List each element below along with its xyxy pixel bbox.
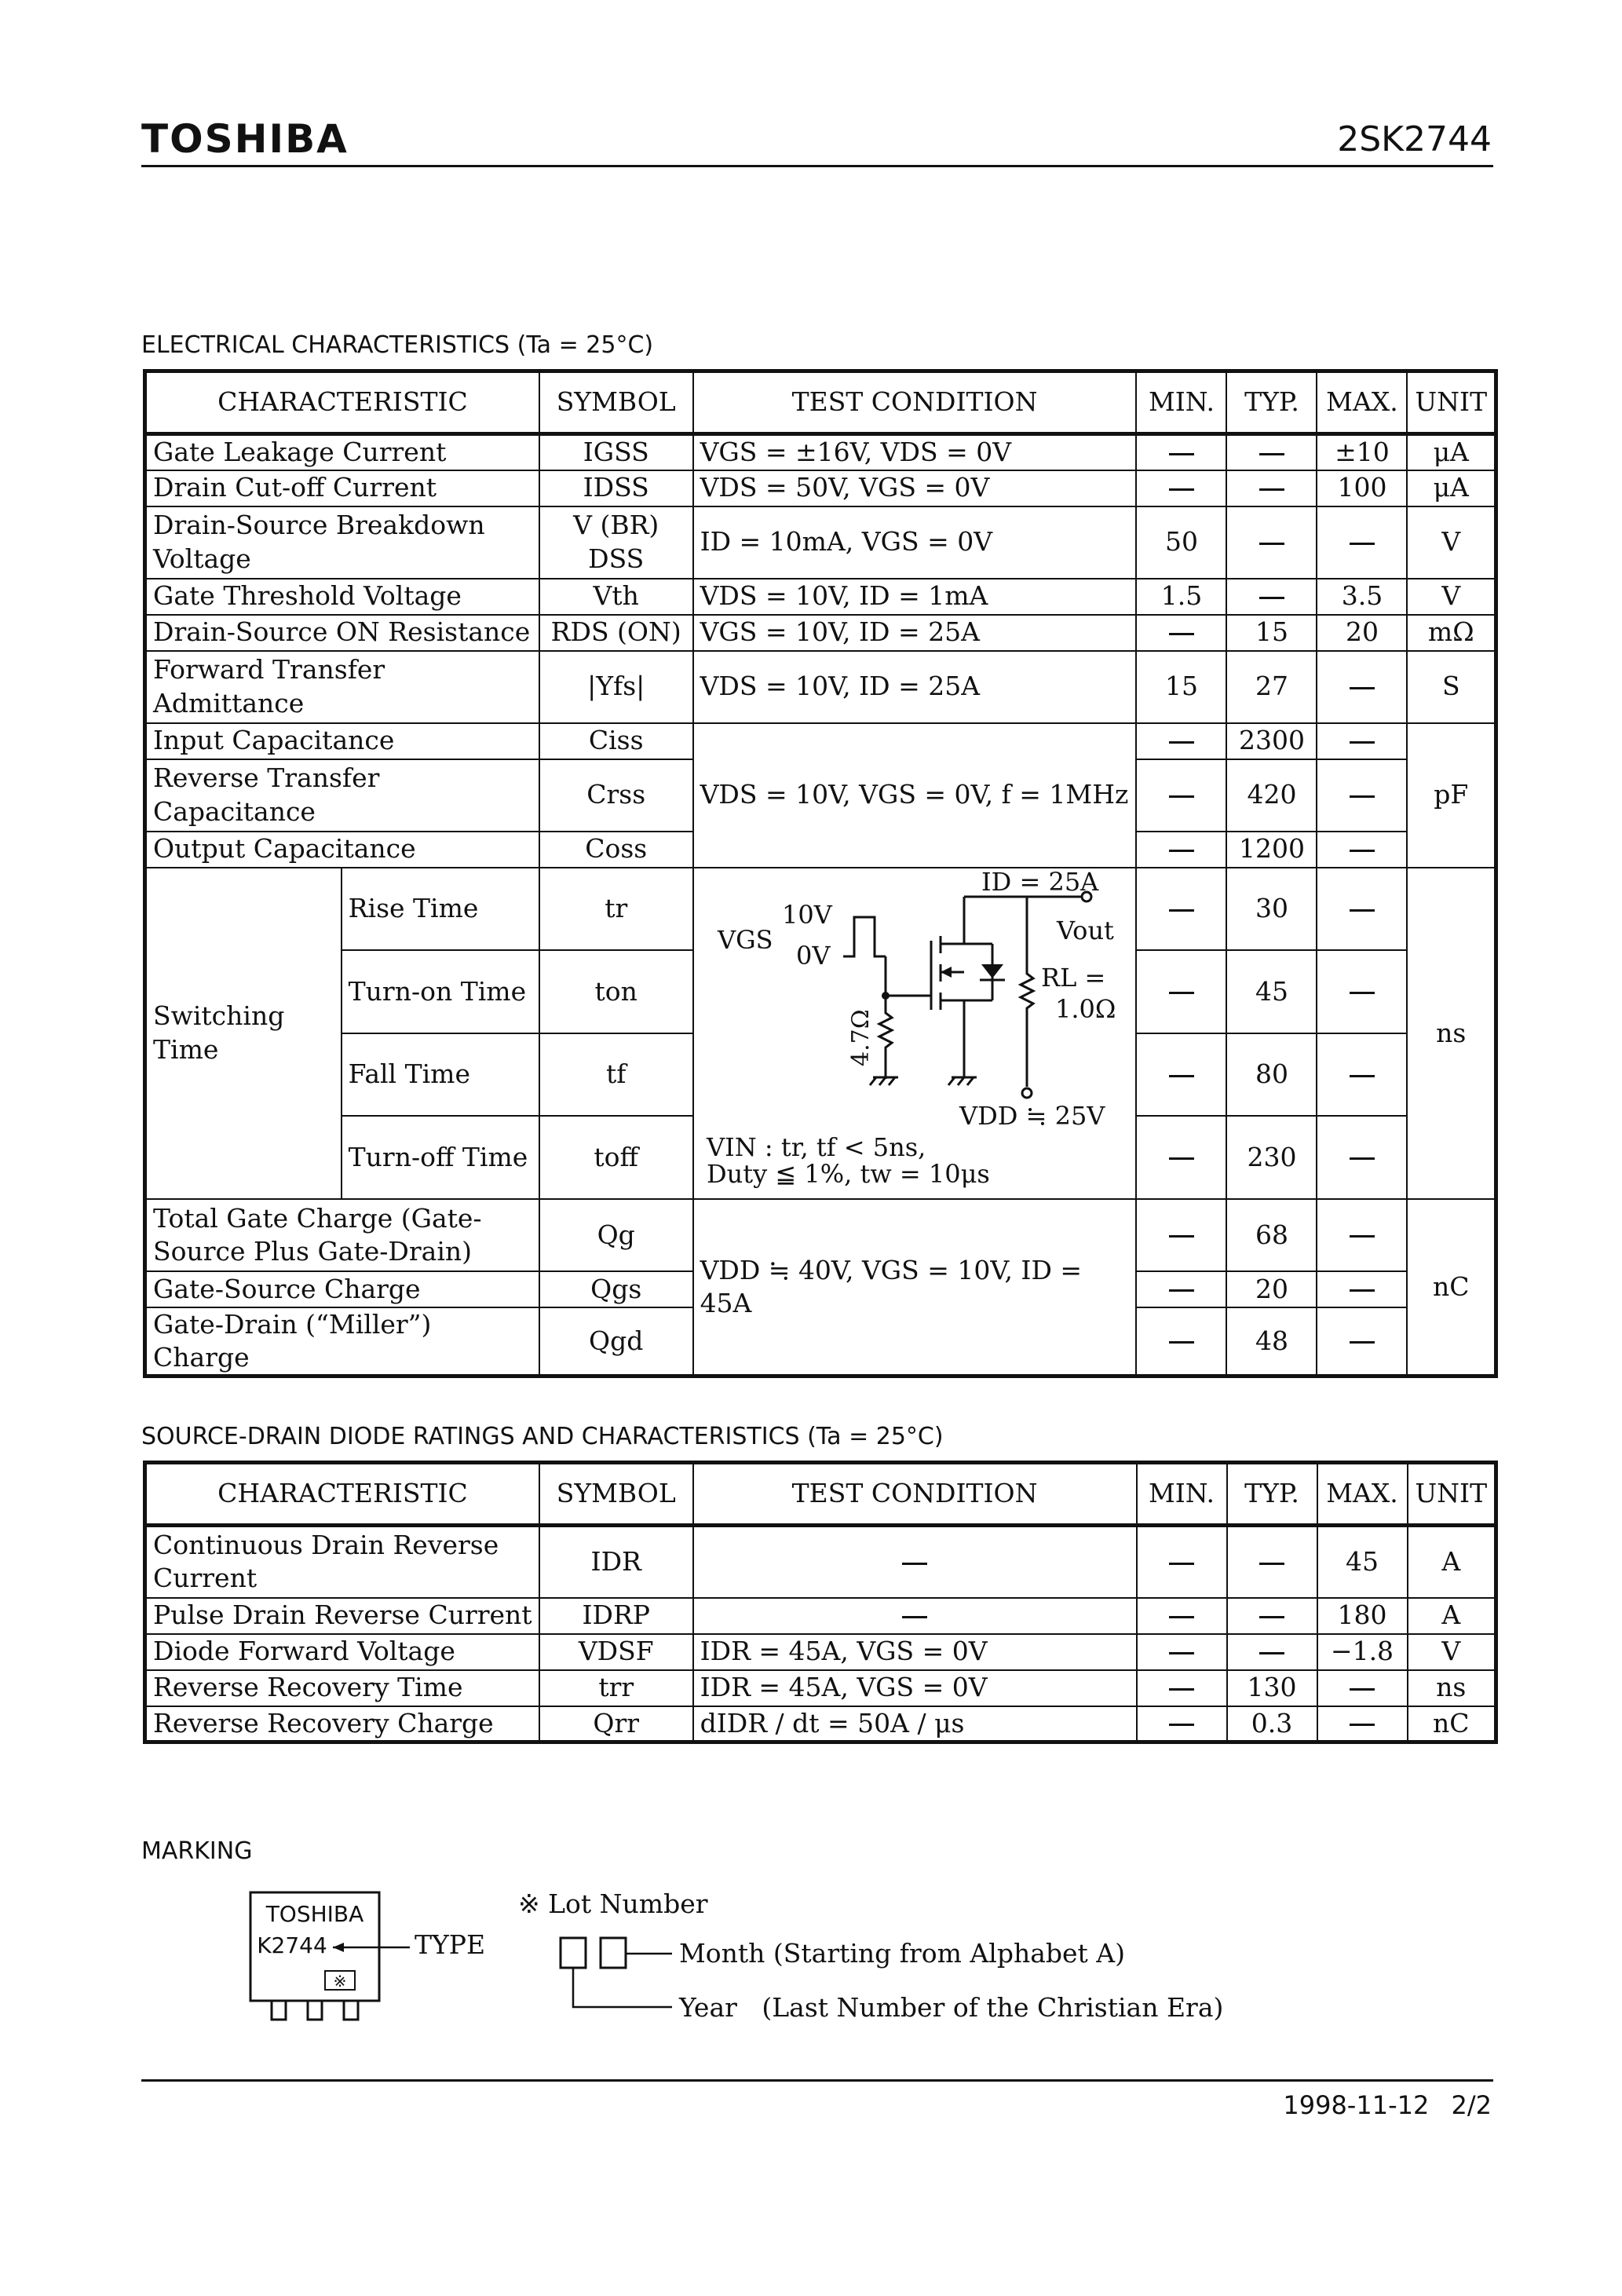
table-row xyxy=(145,470,1496,506)
condition-cell: dIDR / dt = 50A / μs xyxy=(693,1706,1137,1742)
electrical-characteristics-table xyxy=(143,369,1498,1378)
min-cell: 1.5 xyxy=(1136,579,1226,615)
condition-cell: ID = 10mA, VGS = 0V xyxy=(693,506,1137,579)
vout-label: Vout xyxy=(1056,915,1114,945)
characteristic-cell: Drain-Source Breakdown Voltage xyxy=(145,506,539,579)
diode-characteristics-table xyxy=(143,1461,1498,1744)
min-cell xyxy=(1136,1307,1226,1377)
typ-cell: 230 xyxy=(1226,1116,1317,1199)
marking-diagram xyxy=(236,1885,1335,2049)
symbol-cell: Qgd xyxy=(539,1307,693,1377)
max-cell xyxy=(1317,1271,1407,1307)
typ-cell: 20 xyxy=(1226,1271,1317,1307)
vdd-label: VDD ≒ 25V xyxy=(959,1100,1105,1131)
em-dash xyxy=(1350,909,1375,912)
unit-cell: μA xyxy=(1407,434,1496,470)
footer-page: 2/2 xyxy=(1451,2090,1492,2120)
gate-charge-condition-cell: VDD ≒ 40V, VGS = 10V, ID = 45A xyxy=(693,1199,1137,1377)
symbol-cell: Qg xyxy=(539,1199,693,1271)
symbol-cell: ton xyxy=(539,950,693,1033)
em-dash xyxy=(1169,741,1194,744)
package-brand: TOSHIBA xyxy=(265,1901,364,1927)
em-dash xyxy=(1350,543,1375,545)
gate-ground-symbol xyxy=(870,1077,898,1085)
vgs-label: VGS xyxy=(717,924,773,955)
typ-cell: 15 xyxy=(1226,615,1317,651)
electrical-section-title: ELECTRICAL CHARACTERISTICS (Ta = 25°C) xyxy=(141,331,654,359)
max-cell xyxy=(1317,950,1407,1033)
sub-characteristic-cell: Rise Time xyxy=(342,868,539,951)
switching-test-circuit xyxy=(694,868,1131,1190)
characteristic-cell: Gate-Drain (“Miller”) Charge xyxy=(145,1307,539,1377)
sub-characteristic-cell: Turn-on Time xyxy=(342,950,539,1033)
diode-section-title: SOURCE-DRAIN DIODE RATINGS AND CHARACTERISTICS (Ta = 25°C) xyxy=(141,1423,944,1450)
part-number: 2SK2744 xyxy=(1337,119,1492,159)
em-dash xyxy=(1350,850,1375,852)
pulse-high-label: 10V xyxy=(781,899,832,930)
header-test-condition: TEST CONDITION xyxy=(693,371,1137,434)
characteristic-cell: Diode Forward Voltage xyxy=(145,1634,539,1670)
table-row xyxy=(145,1526,1496,1598)
gate-charge-unit-cell: nC xyxy=(1407,1199,1496,1377)
switching-unit-cell: ns xyxy=(1407,868,1496,1199)
package-lot-symbol: ※ xyxy=(333,1972,347,1991)
body-diode xyxy=(981,964,1003,978)
table-row xyxy=(145,434,1496,470)
header-characteristic: CHARACTERISTIC xyxy=(145,371,539,434)
typ-cell: 68 xyxy=(1226,1199,1317,1271)
symbol-cell: RDS (ON) xyxy=(539,615,693,651)
unit-cell: V xyxy=(1407,579,1496,615)
header-symbol: SYMBOL xyxy=(539,1463,693,1526)
unit-cell: nC xyxy=(1408,1706,1496,1742)
characteristic-cell: Total Gate Charge (Gate-Source Plus Gate-Drain) xyxy=(145,1199,539,1271)
table-row xyxy=(145,579,1496,615)
header-unit: UNIT xyxy=(1408,1463,1496,1526)
max-cell: −1.8 xyxy=(1317,1634,1408,1670)
characteristic-cell: Pulse Drain Reverse Current xyxy=(145,1598,539,1634)
max-cell: 45 xyxy=(1317,1526,1408,1598)
max-cell: 180 xyxy=(1317,1598,1408,1634)
typ-cell xyxy=(1227,1634,1317,1670)
condition-cell: VGS = 10V, ID = 25A xyxy=(693,615,1137,651)
package-type: K2744 xyxy=(257,1932,327,1958)
max-cell xyxy=(1317,506,1407,579)
min-cell xyxy=(1136,832,1226,868)
table-row xyxy=(145,1598,1496,1634)
typ-cell: 45 xyxy=(1226,950,1317,1033)
em-dash xyxy=(1169,909,1194,912)
characteristic-cell: Forward Transfer Admittance xyxy=(145,651,539,723)
typ-cell: 27 xyxy=(1226,651,1317,723)
min-cell xyxy=(1136,868,1226,951)
em-dash xyxy=(1169,1688,1194,1691)
min-cell xyxy=(1136,470,1226,506)
typ-cell: 420 xyxy=(1226,759,1317,832)
min-cell xyxy=(1137,1526,1227,1598)
em-dash xyxy=(1350,741,1375,744)
em-dash xyxy=(1259,1652,1284,1654)
min-cell xyxy=(1136,1271,1226,1307)
condition-cell: VDS = 10V, ID = 1mA xyxy=(693,579,1137,615)
em-dash xyxy=(1350,1075,1375,1077)
pulse-low-label: 0V xyxy=(795,940,831,971)
table-header-row xyxy=(145,371,1496,434)
condition-cell: IDR = 45A, VGS = 0V xyxy=(693,1670,1137,1706)
typ-cell: 80 xyxy=(1226,1033,1317,1117)
header-rule xyxy=(141,165,1493,167)
table-row xyxy=(145,1670,1496,1706)
characteristic-cell: Reverse Transfer Capacitance xyxy=(145,759,539,832)
unit-cell: mΩ xyxy=(1407,615,1496,651)
em-dash xyxy=(1169,1724,1194,1726)
em-dash xyxy=(1169,1616,1194,1618)
max-cell: 3.5 xyxy=(1317,579,1407,615)
min-cell xyxy=(1136,759,1226,832)
sub-characteristic-cell: Turn-off Time xyxy=(342,1116,539,1199)
table-row xyxy=(145,1706,1496,1742)
unit-cell: A xyxy=(1408,1526,1496,1598)
em-dash xyxy=(1169,488,1194,491)
characteristic-cell: Continuous Drain Reverse Current xyxy=(145,1526,539,1598)
em-dash xyxy=(1350,687,1375,689)
em-dash xyxy=(902,1616,927,1618)
symbol-cell: IGSS xyxy=(539,434,693,470)
em-dash xyxy=(1169,850,1194,852)
typ-cell: 0.3 xyxy=(1227,1706,1317,1742)
max-cell xyxy=(1317,1307,1407,1377)
vdd-terminal xyxy=(1022,1088,1032,1098)
max-cell xyxy=(1317,759,1407,832)
brand-logo: TOSHIBA xyxy=(141,116,349,162)
table-row xyxy=(145,1634,1496,1670)
table-row xyxy=(145,506,1496,579)
year-label: Year (Last Number of the Christian Era) xyxy=(679,1992,1224,2023)
em-dash xyxy=(1259,1616,1284,1618)
pulse-condition-note: VIN : tr, tf < 5ns, xyxy=(706,1132,926,1162)
duty-condition-note: Duty ≦ 1%, tw = 10μs xyxy=(706,1158,990,1189)
min-cell xyxy=(1136,950,1226,1033)
unit-cell: S xyxy=(1407,651,1496,723)
characteristic-cell: Drain-Source ON Resistance xyxy=(145,615,539,651)
sub-characteristic-cell: Fall Time xyxy=(342,1033,539,1117)
header-test-condition: TEST CONDITION xyxy=(693,1463,1137,1526)
typ-cell: 48 xyxy=(1226,1307,1317,1377)
condition-cell: VGS = ±16V, VDS = 0V xyxy=(693,434,1137,470)
switching-time-group-cell: Switching Time xyxy=(145,868,342,1199)
typ-cell xyxy=(1226,434,1317,470)
typ-cell xyxy=(1226,506,1317,579)
condition-cell xyxy=(693,1598,1137,1634)
typ-cell: 130 xyxy=(1227,1670,1317,1706)
gate-resistor xyxy=(879,996,892,1079)
min-cell xyxy=(1137,1670,1227,1706)
condition-cell: IDR = 45A, VGS = 0V xyxy=(693,1634,1137,1670)
max-cell xyxy=(1317,1706,1408,1742)
min-cell xyxy=(1137,1598,1227,1634)
unit-cell: ns xyxy=(1408,1670,1496,1706)
em-dash xyxy=(1169,1289,1194,1292)
max-cell xyxy=(1317,1116,1407,1199)
table-row xyxy=(145,868,1496,951)
header-min: MIN. xyxy=(1136,371,1226,434)
input-pulse-waveform xyxy=(843,917,886,956)
table-row xyxy=(145,651,1496,723)
unit-cell: V xyxy=(1408,1634,1496,1670)
marking-section-title: MARKING xyxy=(141,1837,253,1865)
em-dash xyxy=(1169,1563,1194,1565)
typ-cell xyxy=(1227,1598,1317,1634)
symbol-cell: toff xyxy=(539,1116,693,1199)
em-dash xyxy=(1350,1235,1375,1238)
em-dash xyxy=(1259,488,1284,491)
min-cell: 15 xyxy=(1136,651,1226,723)
em-dash xyxy=(1350,1724,1375,1726)
capacitance-unit-cell: pF xyxy=(1407,723,1496,868)
em-dash xyxy=(1169,633,1194,635)
header-max: MAX. xyxy=(1317,1463,1408,1526)
em-dash xyxy=(1169,1341,1194,1344)
characteristic-cell: Reverse Recovery Time xyxy=(145,1670,539,1706)
symbol-cell: tf xyxy=(539,1033,693,1117)
mosfet-terminals xyxy=(941,897,964,1077)
drain-current-label: ID = 25A xyxy=(981,868,1098,897)
symbol-cell: IDRP xyxy=(539,1598,693,1634)
symbol-cell: Crss xyxy=(539,759,693,832)
em-dash xyxy=(1169,1075,1194,1077)
type-label: TYPE xyxy=(415,1929,486,1960)
symbol-cell: Qgs xyxy=(539,1271,693,1307)
header-unit: UNIT xyxy=(1407,371,1496,434)
em-dash xyxy=(1169,1157,1194,1160)
gate-wire xyxy=(886,956,931,996)
max-cell xyxy=(1317,1033,1407,1117)
header-typ: TYP. xyxy=(1227,1463,1317,1526)
source-ground-symbol xyxy=(948,1077,977,1085)
min-cell xyxy=(1136,1033,1226,1117)
em-dash xyxy=(1259,597,1284,599)
gate-resistor-label: 4.7Ω xyxy=(846,1008,875,1066)
footer xyxy=(1283,2090,1492,2120)
symbol-cell: IDR xyxy=(539,1526,693,1598)
characteristic-cell: Output Capacitance xyxy=(145,832,539,868)
max-cell xyxy=(1317,723,1407,759)
table-row xyxy=(145,1199,1496,1271)
load-resistor xyxy=(1021,897,1033,1087)
mosfet-arrow xyxy=(941,967,952,978)
max-cell xyxy=(1317,1670,1408,1706)
min-cell: 50 xyxy=(1136,506,1226,579)
footer-rule xyxy=(141,2079,1493,2082)
symbol-cell: V (BR) DSS xyxy=(539,506,693,579)
characteristic-cell: Input Capacitance xyxy=(145,723,539,759)
em-dash xyxy=(1169,795,1194,798)
header-max: MAX. xyxy=(1317,371,1407,434)
em-dash xyxy=(1259,453,1284,455)
min-cell xyxy=(1136,434,1226,470)
min-cell xyxy=(1136,1199,1226,1271)
em-dash xyxy=(1350,1289,1375,1292)
table-header-row xyxy=(145,1463,1496,1526)
min-cell xyxy=(1137,1634,1227,1670)
symbol-cell: IDSS xyxy=(539,470,693,506)
symbol-cell: trr xyxy=(539,1670,693,1706)
symbol-cell: Ciss xyxy=(539,723,693,759)
characteristic-cell: Gate Leakage Current xyxy=(145,434,539,470)
em-dash xyxy=(1259,543,1284,545)
min-cell xyxy=(1136,615,1226,651)
typ-cell xyxy=(1226,470,1317,506)
unit-cell: V xyxy=(1407,506,1496,579)
footer-date: 1998-11-12 xyxy=(1283,2090,1430,2120)
month-label: Month (Starting from Alphabet A) xyxy=(679,1938,1125,1969)
symbol-cell: tr xyxy=(539,868,693,951)
typ-cell: 1200 xyxy=(1226,832,1317,868)
symbol-cell: Qrr xyxy=(539,1706,693,1742)
em-dash xyxy=(1350,795,1375,798)
switching-test-circuit-cell xyxy=(693,868,1137,1199)
table-row xyxy=(145,723,1496,759)
condition-cell xyxy=(693,1526,1137,1598)
em-dash xyxy=(1350,992,1375,994)
unit-cell: A xyxy=(1408,1598,1496,1634)
typ-cell xyxy=(1226,579,1317,615)
min-cell xyxy=(1137,1706,1227,1742)
header-min: MIN. xyxy=(1137,1463,1227,1526)
characteristic-cell: Reverse Recovery Charge xyxy=(145,1706,539,1742)
max-cell xyxy=(1317,1199,1407,1271)
max-cell: 20 xyxy=(1317,615,1407,651)
min-cell xyxy=(1136,723,1226,759)
em-dash xyxy=(1169,453,1194,455)
max-cell xyxy=(1317,651,1407,723)
capacitance-condition-cell: VDS = 10V, VGS = 0V, f = 1MHz xyxy=(693,723,1137,868)
max-cell: 100 xyxy=(1317,470,1407,506)
em-dash xyxy=(1350,1157,1375,1160)
typ-cell: 30 xyxy=(1226,868,1317,951)
header-symbol: SYMBOL xyxy=(539,371,693,434)
characteristic-cell: Drain Cut-off Current xyxy=(145,470,539,506)
unit-cell: μA xyxy=(1407,470,1496,506)
min-cell xyxy=(1136,1116,1226,1199)
header-characteristic: CHARACTERISTIC xyxy=(145,1463,539,1526)
symbol-cell: Coss xyxy=(539,832,693,868)
lot-number-note: ※ Lot Number xyxy=(518,1888,708,1919)
max-cell xyxy=(1317,832,1407,868)
typ-cell: 2300 xyxy=(1226,723,1317,759)
characteristic-cell: Gate Threshold Voltage xyxy=(145,579,539,615)
characteristic-cell: Gate-Source Charge xyxy=(145,1271,539,1307)
condition-cell: VDS = 10V, ID = 25A xyxy=(693,651,1137,723)
em-dash xyxy=(1169,1235,1194,1238)
em-dash xyxy=(902,1563,927,1565)
symbol-cell: Vth xyxy=(539,579,693,615)
max-cell: ±10 xyxy=(1317,434,1407,470)
load-resistor-value: 1.0Ω xyxy=(1054,993,1116,1024)
em-dash xyxy=(1259,1563,1284,1565)
em-dash xyxy=(1169,992,1194,994)
table-row xyxy=(145,615,1496,651)
symbol-cell: |Yfs| xyxy=(539,651,693,723)
typ-cell xyxy=(1227,1526,1317,1598)
em-dash xyxy=(1350,1341,1375,1344)
em-dash xyxy=(1350,1688,1375,1691)
condition-cell: VDS = 50V, VGS = 0V xyxy=(693,470,1137,506)
header-typ: TYP. xyxy=(1226,371,1317,434)
em-dash xyxy=(1169,1652,1194,1654)
max-cell xyxy=(1317,868,1407,951)
load-resistor-label: RL = xyxy=(1040,962,1105,993)
symbol-cell: VDSF xyxy=(539,1634,693,1670)
